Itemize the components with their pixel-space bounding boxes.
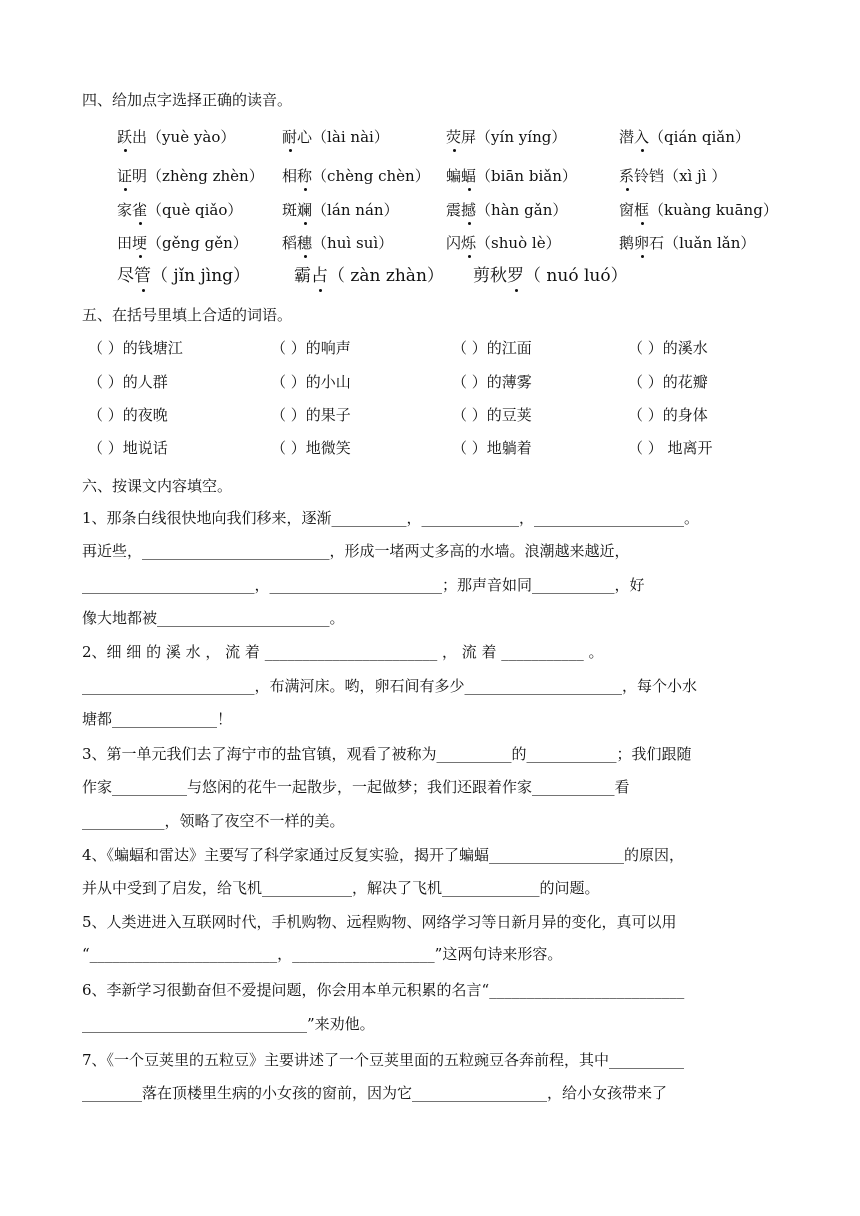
pinyin-item: 稻穗（huì suì） bbox=[282, 234, 394, 252]
emphasis-dot-char: 跃 bbox=[117, 128, 133, 146]
pinyin-item: 震撼（hàn gǎn） bbox=[446, 201, 568, 219]
section-5-title: 五、在括号里填上合适的词语。 bbox=[82, 306, 293, 324]
fill-blank-item: （ ）的夜晚 bbox=[88, 406, 168, 424]
pinyin-item: 系铃铛（xì jì ） bbox=[619, 167, 727, 185]
fill-blank-item: （ ）的薄雾 bbox=[452, 373, 532, 391]
fill-blank-item: （ ）地微笑 bbox=[271, 439, 351, 457]
emphasis-dot-char: 烁 bbox=[461, 234, 477, 252]
emphasis-dot-char: 埂 bbox=[132, 234, 148, 252]
pinyin-item: 家雀（què qiǎo） bbox=[117, 201, 243, 219]
emphasis-dot-char: 雀 bbox=[132, 201, 148, 219]
pinyin-item: 田埂（gěng gěn） bbox=[117, 234, 248, 252]
emphasis-dot-char: 称 bbox=[297, 167, 313, 185]
pinyin-item: 跃出（yuè yào） bbox=[117, 128, 236, 146]
pinyin-item: 斑斓（lán nán） bbox=[282, 201, 399, 219]
fill-blank-item: （ ）的溪水 bbox=[628, 339, 708, 357]
emphasis-dot-char: 撼 bbox=[461, 201, 477, 219]
pinyin-item: 闪烁（shuò lè） bbox=[446, 234, 561, 252]
fill-blank-item: （ ）的豆荚 bbox=[452, 406, 532, 424]
section-6-title: 六、按课文内容填空。 bbox=[82, 477, 233, 495]
emphasis-dot-char: 蝠 bbox=[461, 167, 477, 185]
question-line: 4、《蝙蝠和雷达》主要写了科学家通过反复实验，揭开了蝙蝠__________________的原因， bbox=[82, 846, 685, 864]
fill-blank-item: （ ）的人群 bbox=[88, 373, 168, 391]
question-line: ___________，领略了夜空不一样的美。 bbox=[82, 812, 345, 830]
fill-blank-item: （ ）的江面 bbox=[452, 339, 532, 357]
fill-blank-item: （ ）的果子 bbox=[271, 406, 351, 424]
fill-blank-item: （ ）地躺着 bbox=[452, 439, 532, 457]
question-line: ______________________________”来劝他。 bbox=[82, 1015, 375, 1033]
question-line: 再近些，_________________________，形成一堵两丈多高的水墙。浪潮越来越近， bbox=[82, 542, 630, 560]
emphasis-dot-char: 管 bbox=[134, 266, 151, 286]
pinyin-item: 潜入（qián qiǎn） bbox=[619, 128, 750, 146]
emphasis-dot-char: 罗 bbox=[507, 266, 524, 286]
question-line: 并从中受到了启发，给飞机____________，解决了飞机_____________的问题。 bbox=[82, 879, 600, 897]
pinyin-item: 证明（zhèng zhèn） bbox=[117, 167, 264, 185]
fill-blank-item: （ ） 地离开 bbox=[628, 439, 713, 457]
question-line: ________落在顶楼里生病的小女孩的窗前，因为它__________________，给小女孩带来了 bbox=[82, 1084, 668, 1102]
question-line: 2、细 细 的 溪 水 ， 流 着 _______________________ ， 流 着 ___________ 。 bbox=[82, 643, 604, 661]
question-line: _______________________，布满河床。哟，卵石间有多少_____________________，每个小水 bbox=[82, 677, 698, 695]
emphasis-dot-char: 卵 bbox=[634, 234, 650, 252]
question-line: _______________________，_______________________；那声音如同___________，好 bbox=[82, 576, 645, 594]
fill-blank-item: （ ）的花瓣 bbox=[628, 373, 708, 391]
pinyin-item: 鹅卵石（luǎn lǎn） bbox=[619, 234, 756, 252]
pinyin-item: 蝙蝠（biān biǎn） bbox=[446, 167, 577, 185]
question-line: 作家__________与悠闲的花牛一起散步，一起做梦；我们还跟着作家___________看 bbox=[82, 778, 630, 796]
emphasis-dot-char: 证 bbox=[117, 167, 133, 185]
question-line: 塘都______________！ bbox=[82, 710, 233, 728]
fill-blank-item: （ ）的钱塘江 bbox=[88, 339, 183, 357]
emphasis-dot-char: 荧 bbox=[446, 128, 462, 146]
question-line: “_________________________，___________________”这两句诗来形容。 bbox=[82, 945, 563, 963]
question-line: 1、那条白线很快地向我们移来，逐渐__________，_____________，____________________。 bbox=[82, 509, 700, 527]
question-line: 7、《一个豆荚里的五粒豆》主要讲述了一个豆荚里面的五粒豌豆各奔前程，其中__________ bbox=[82, 1051, 685, 1069]
pinyin-item: 窗框（kuàng kuāng） bbox=[619, 201, 778, 219]
emphasis-dot-char: 占 bbox=[311, 266, 328, 286]
pinyin-item: 霸占（ zàn zhàn） bbox=[294, 266, 444, 286]
emphasis-dot-char: 耐 bbox=[282, 128, 298, 146]
emphasis-dot-char: 斓 bbox=[297, 201, 313, 219]
pinyin-item: 尽管（ jǐn jìng） bbox=[117, 266, 251, 286]
fill-blank-item: （ ）的身体 bbox=[628, 406, 708, 424]
emphasis-dot-char: 穗 bbox=[297, 234, 313, 252]
question-line: 3、第一单元我们去了海宁市的盐官镇，观看了被称为__________的____________；我们跟随 bbox=[82, 745, 692, 763]
question-line: 5、人类进进入互联网时代，手机购物、远程购物、网络学习等日新月异的变化，真可以用 bbox=[82, 913, 677, 931]
emphasis-dot-char: 框 bbox=[634, 201, 650, 219]
fill-blank-item: （ ）地说话 bbox=[88, 439, 168, 457]
pinyin-item: 荧屏（yín yíng） bbox=[446, 128, 567, 146]
question-line: 像大地都被_______________________。 bbox=[82, 609, 345, 627]
question-line: 6、李新学习很勤奋但不爱提问题，你会用本单元积累的名言“__________________________ bbox=[82, 981, 685, 999]
pinyin-item: 耐心（lài nài） bbox=[282, 128, 389, 146]
pinyin-item: 相称（chèng chèn） bbox=[282, 167, 430, 185]
fill-blank-item: （ ）的小山 bbox=[271, 373, 351, 391]
pinyin-item: 剪秋罗（ nuó luó） bbox=[473, 266, 628, 286]
fill-blank-item: （ ）的响声 bbox=[271, 339, 351, 357]
emphasis-dot-char: 系 bbox=[619, 167, 635, 185]
section-4-title: 四、给加点字选择正确的读音。 bbox=[82, 91, 293, 109]
emphasis-dot-char: 入 bbox=[634, 128, 650, 146]
